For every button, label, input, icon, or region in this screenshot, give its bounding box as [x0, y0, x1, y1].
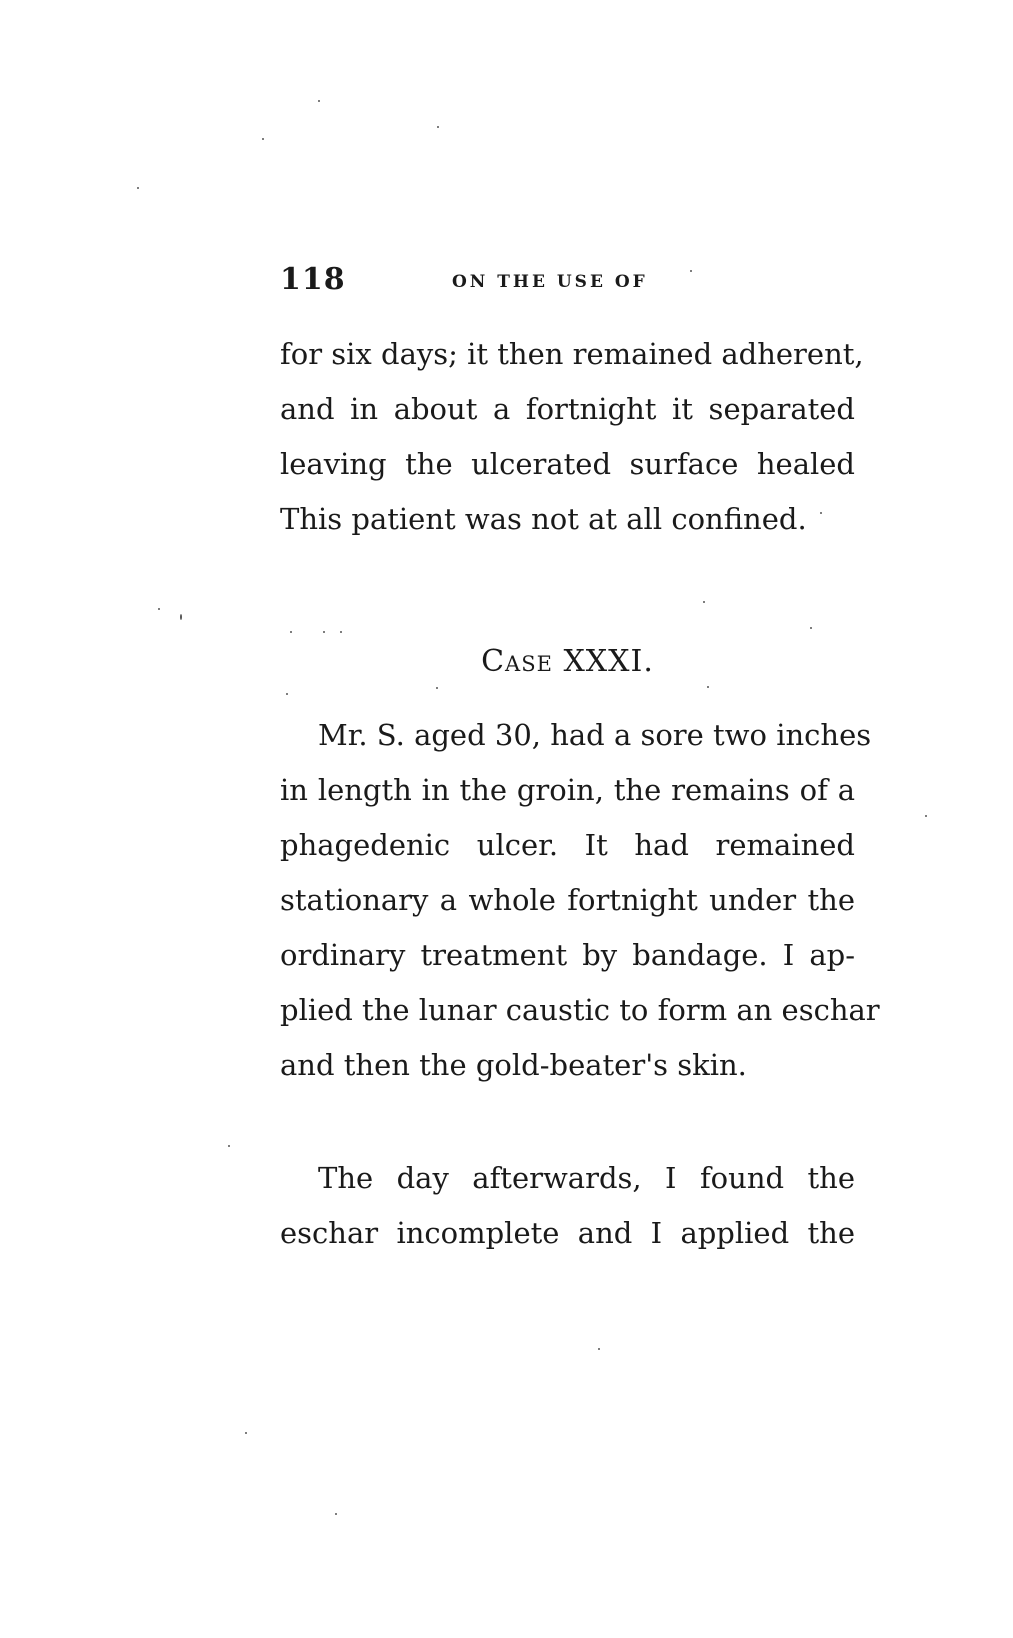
scan-speck: [290, 631, 292, 633]
page-header: [280, 262, 720, 302]
paragraph-1-line: for six days; it then remained adherent,: [280, 337, 864, 371]
scan-speck: [437, 126, 439, 128]
scan-speck: [318, 100, 320, 102]
scan-speck: [323, 631, 325, 633]
scan-speck: [245, 1432, 247, 1434]
paragraph-2-line: ordinary treatment by bandage. I ap-: [280, 938, 855, 972]
paragraph-2-line: Mr. S. aged 30, had a sore two inches: [318, 718, 872, 752]
scan-speck: [436, 687, 438, 689]
paragraph-3-line: eschar incomplete and I applied the: [280, 1216, 855, 1250]
scan-speck: [703, 601, 705, 603]
paragraph-2-line: and then the gold-beater's skin.: [280, 1048, 747, 1082]
paragraph-2-line: in length in the groin, the remains of a: [280, 773, 855, 807]
scan-speck: [340, 631, 342, 633]
scan-speck: [810, 627, 812, 629]
scan-speck: [598, 1348, 600, 1350]
running-head: ON THE USE OF: [452, 272, 648, 292]
scan-speck: [286, 693, 288, 695]
scan-speck: [335, 1513, 337, 1515]
paragraph-1-line: leaving the ulcerated surface healed: [280, 447, 855, 481]
scan-speck: [707, 686, 709, 688]
page-number: 118: [280, 262, 346, 297]
scan-speck: [228, 1145, 230, 1147]
paragraph-1-line: This patient was not at all confined.: [280, 502, 807, 536]
scan-speck: [158, 608, 160, 610]
scan-speck: [262, 138, 264, 140]
paragraph-2-line: stationary a whole fortnight under the: [280, 883, 855, 917]
paragraph-3-line: The day afterwards, I found the: [318, 1161, 855, 1195]
case-heading-text: Case XXXI.: [481, 644, 654, 679]
case-heading: [280, 644, 855, 679]
scan-speck: [925, 815, 927, 817]
scan-speck: [137, 187, 139, 189]
paragraph-2-line: phagedenic ulcer. It had remained: [280, 828, 855, 862]
paragraph-2-line: plied the lunar caustic to form an eschar: [280, 993, 880, 1027]
paragraph-1-line: and in about a fortnight it separated: [280, 392, 855, 426]
scan-speck: [180, 614, 182, 620]
